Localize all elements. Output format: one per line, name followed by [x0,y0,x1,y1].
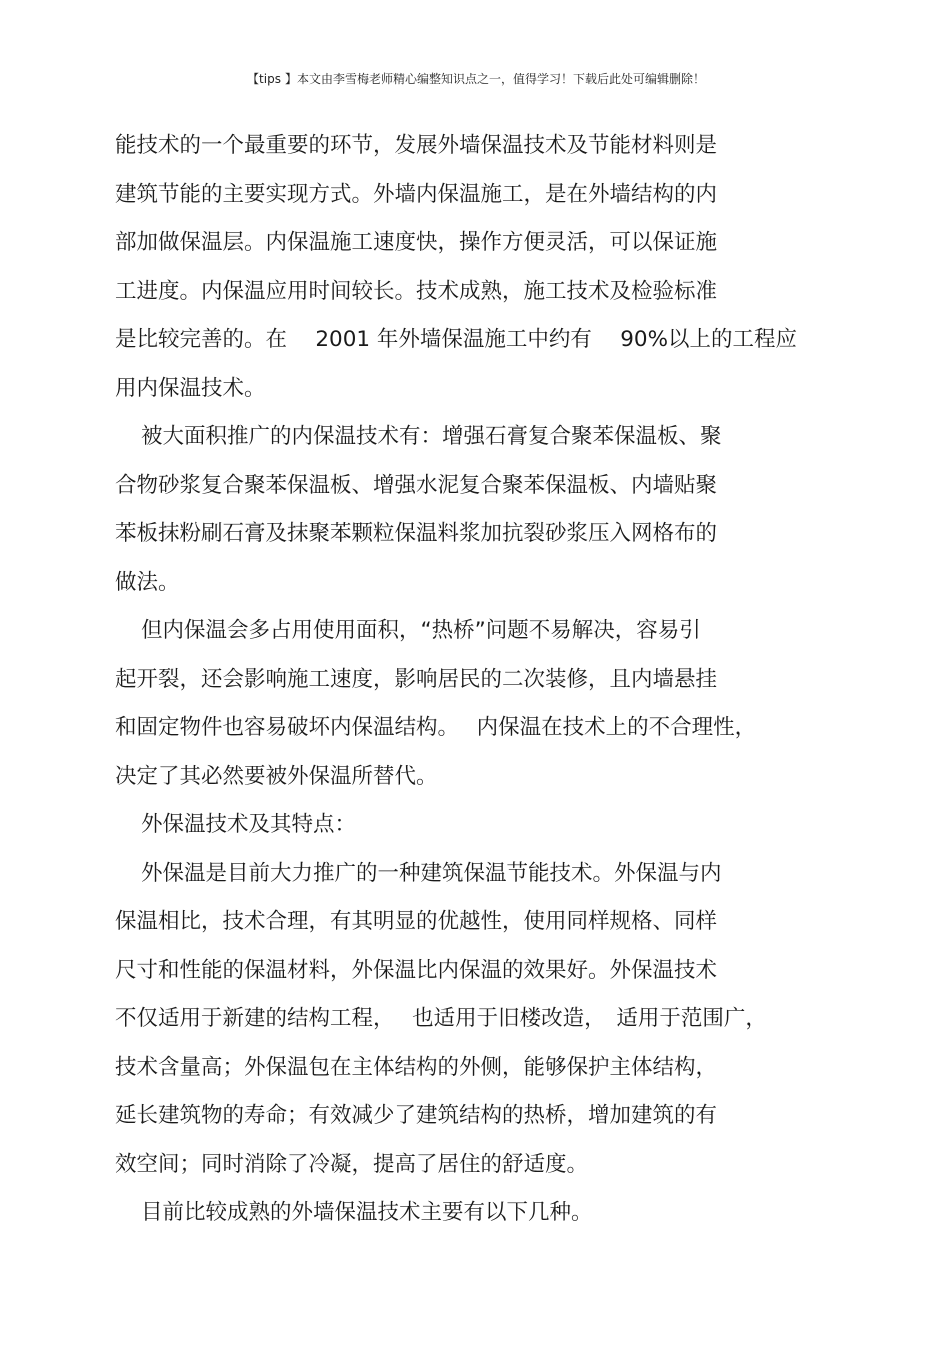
text-line: 和固定物件也容易破坏内保温结构。 内保温在技术上的不合理性， [115,715,757,740]
text-line: 外保温技术及其特点： [141,812,357,837]
text-line: 尺寸和性能的保温材料，外保温比内保温的效果好。外保温技术 [115,957,718,983]
text-line: 延长建筑物的寿命；有效减少了建筑结构的热桥，增加建筑的有 [115,1103,718,1128]
text-line: 起开裂，还会影响施工速度，影响居民的二次装修，且内墙悬挂 [115,666,718,692]
text-line: 用内保温技术。 [115,375,266,401]
text-line: 效空间；同时消除了冷凝，提高了居住的舒适度。 [115,1151,589,1177]
document-body [115,128,835,1244]
text-line: 外保温是目前大力推广的一种建筑保温节能技术。外保温与内 [141,860,722,886]
tip-label: 【tips [247,72,281,86]
text-line: 部加做保温层。内保温施工速度快，操作方便灵活，可以保证施 [115,230,718,255]
text-line: 决定了其必然要被外保温所替代。 [115,763,438,789]
paragraph [115,128,835,419]
text-line: 但内保温会多占用使用面积，“热桥”问题不易解决，容易引 [141,618,701,643]
text-line: 保温相比，技术合理，有其明显的优越性，使用同样规格、同样 [115,909,718,934]
paragraph [115,1195,835,1244]
text-line: 工进度。内保温应用时间较长。技术成熟，施工技术及检验标准 [115,278,718,304]
text-line: 苯板抹粉刷石膏及抹聚苯颗粒保温料浆加抗裂砂浆压入网格布的 [115,521,718,546]
text-line: 合物砂浆复合聚苯保温板、增强水泥复合聚苯保温板、内墙贴聚 [115,472,718,498]
text-line: 被大面积推广的内保温技术有：增强石膏复合聚苯保温板、聚 [141,424,722,449]
paragraph [115,856,835,1196]
paragraph [115,613,835,807]
text-line: 是比较完善的。在 2001 年外墙保温施工中约有 90%以上的工程应 [115,327,798,352]
text-line: 目前比较成熟的外墙保温技术主要有以下几种。 [141,1200,593,1225]
text-line: 建筑节能的主要实现方式。外墙内保温施工，是在外墙结构的内 [115,181,718,207]
tip-text: 】本文由李雪梅老师精心编整知识点之一，值得学习！下载后此处可编辑删除！ [284,72,705,86]
text-line: 做法。 [115,569,180,595]
paragraph [115,807,835,856]
text-line: 技术含量高；外保温包在主体结构的外侧，能够保护主体结构， [115,1054,718,1080]
page-header-tip [0,71,950,87]
text-line: 不仅适用于新建的结构工程， 也适用于旧楼改造， 适用于范围广， [115,1006,767,1031]
paragraph [115,419,835,613]
text-line: 能技术的一个最重要的环节，发展外墙保温技术及节能材料则是 [115,133,718,158]
